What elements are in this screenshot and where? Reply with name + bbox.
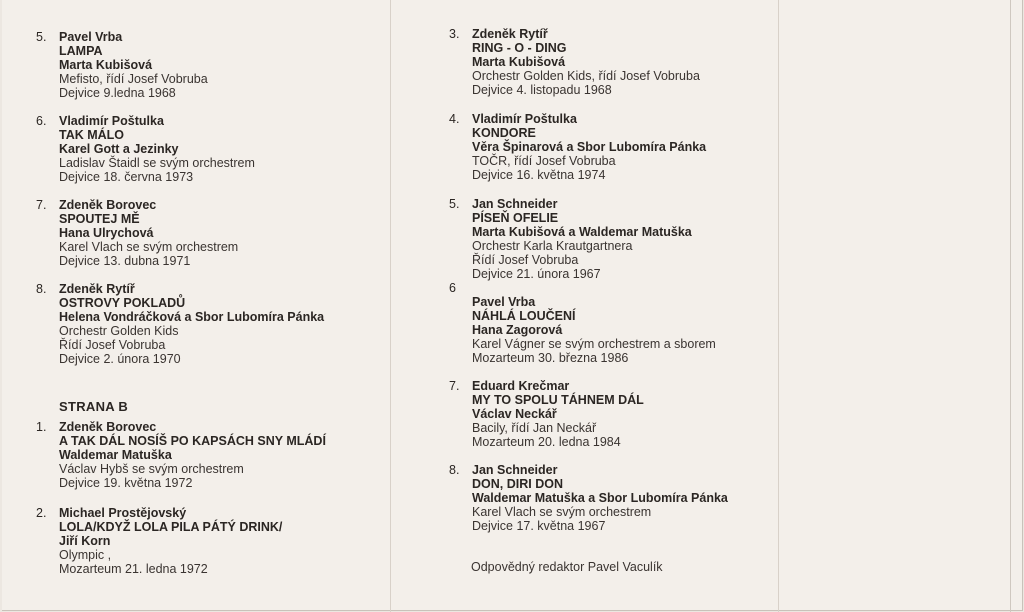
track-author: Zdeněk Rytíř xyxy=(472,27,548,41)
track-note: Dejvice 9.ledna 1968 xyxy=(59,86,176,100)
track-note: Mozarteum 21. ledna 1972 xyxy=(59,562,208,576)
track-title: PÍSEŇ OFELIE xyxy=(472,211,559,225)
track-performer: Marta Kubišová xyxy=(59,58,153,72)
track-performer: Hana Ulrychová xyxy=(59,226,154,240)
track-note: Dejvice 21. února 1967 xyxy=(472,267,601,281)
track-author: Jan Schneider xyxy=(472,197,558,211)
track-note: Bacily, řídí Jan Neckář xyxy=(472,421,597,435)
track-number: 1. xyxy=(36,420,47,434)
track-author: Zdeněk Borovec xyxy=(59,198,157,212)
track-performer: Marta Kubišová a Waldemar Matuška xyxy=(472,225,692,239)
track-note: TOČR, řídí Josef Vobruba xyxy=(472,154,616,168)
track-note: Ladislav Štaidl se svým orchestrem xyxy=(59,156,255,170)
track-performer: Waldemar Matuška a Sbor Lubomíra Pánka xyxy=(472,491,728,505)
track-title: MY TO SPOLU TÁHNEM DÁL xyxy=(472,393,644,407)
track-performer: Jiří Korn xyxy=(59,534,111,548)
track-note: Řídí Josef Vobruba xyxy=(472,253,579,267)
track-note: Orchestr Karla Krautgartnera xyxy=(472,239,633,253)
track-performer: Karel Gott a Jezinky xyxy=(59,142,179,156)
track-author: Jan Schneider xyxy=(472,463,558,477)
track-author: Vladimír Poštulka xyxy=(59,114,164,128)
track-author: Eduard Krečmar xyxy=(472,379,570,393)
fold-line xyxy=(778,0,779,612)
track-note: Dejvice 4. listopadu 1968 xyxy=(472,83,612,97)
track-note: Olympic , xyxy=(59,548,112,562)
track-note: Orchestr Golden Kids xyxy=(59,324,179,338)
track-number: 6 xyxy=(449,281,456,295)
track-performer: Václav Neckář xyxy=(472,407,557,421)
track-title: SPOUTEJ MĚ xyxy=(59,212,140,226)
track-note: Orchestr Golden Kids, řídí Josef Vobruba xyxy=(472,69,700,83)
track-number: 6. xyxy=(36,114,47,128)
track-number: 8. xyxy=(449,463,460,477)
track-title: KONDORE xyxy=(472,126,536,140)
track-note: Dejvice 16. května 1974 xyxy=(472,168,606,182)
track-note: Mozarteum 30. března 1986 xyxy=(472,351,629,365)
track-note: Mefisto, řídí Josef Vobruba xyxy=(59,72,208,86)
track-number: 3. xyxy=(449,27,460,41)
track-note: Řídí Josef Vobruba xyxy=(59,338,166,352)
track-performer: Hana Zagorová xyxy=(472,323,563,337)
track-author: Zdeněk Rytíř xyxy=(59,282,135,296)
side-b-heading: STRANA B xyxy=(59,399,129,414)
track-note: Dejvice 2. února 1970 xyxy=(59,352,181,366)
track-note: Dejvice 17. května 1967 xyxy=(472,519,606,533)
track-author: Pavel Vrba xyxy=(472,295,536,309)
track-note: Mozarteum 20. ledna 1984 xyxy=(472,435,621,449)
track-title: OSTROVY POKLADŮ xyxy=(59,296,186,310)
track-note: Dejvice 19. května 1972 xyxy=(59,476,193,490)
track-note: Dejvice 13. dubna 1971 xyxy=(59,254,191,268)
track-number: 5. xyxy=(36,30,47,44)
track-author: Pavel Vrba xyxy=(59,30,123,44)
track-number: 7. xyxy=(36,198,47,212)
track-author: Michael Prostějovský xyxy=(59,506,187,520)
track-performer: Marta Kubišová xyxy=(472,55,566,69)
track-number: 8. xyxy=(36,282,47,296)
track-note: Václav Hybš se svým orchestrem xyxy=(59,462,244,476)
editor-credit: Odpovědný redaktor Pavel Vaculík xyxy=(471,560,663,574)
track-number: 2. xyxy=(36,506,47,520)
track-performer: Helena Vondráčková a Sbor Lubomíra Pánka xyxy=(59,310,325,324)
track-title: DON, DIRI DON xyxy=(472,477,563,491)
track-title: RING - O - DING xyxy=(472,41,567,55)
track-title: TAK MÁLO xyxy=(59,128,125,142)
track-note: Dejvice 18. června 1973 xyxy=(59,170,194,184)
track-number: 7. xyxy=(449,379,460,393)
fold-line xyxy=(390,0,391,612)
track-title: A TAK DÁL NOSÍŠ PO KAPSÁCH SNY MLÁDÍ xyxy=(59,434,326,448)
track-title: LAMPA xyxy=(59,44,103,58)
track-number: 4. xyxy=(449,112,460,126)
track-note: Karel Vlach se svým orchestrem xyxy=(59,240,239,254)
track-title: LOLA/KDYŽ LOLA PILA PÁTÝ DRINK/ xyxy=(59,520,283,534)
track-note: Karel Vlach se svým orchestrem xyxy=(472,505,652,519)
track-performer: Věra Špinarová a Sbor Lubomíra Pánka xyxy=(472,140,707,154)
track-author: Zdeněk Borovec xyxy=(59,420,157,434)
track-author: Vladimír Poštulka xyxy=(472,112,577,126)
fold-line xyxy=(1010,0,1011,612)
track-note: Karel Vágner se svým orchestrem a sborem xyxy=(472,337,716,351)
track-title: NÁHLÁ LOUČENÍ xyxy=(472,309,576,323)
track-number: 5. xyxy=(449,197,460,211)
track-performer: Waldemar Matuška xyxy=(59,448,172,462)
